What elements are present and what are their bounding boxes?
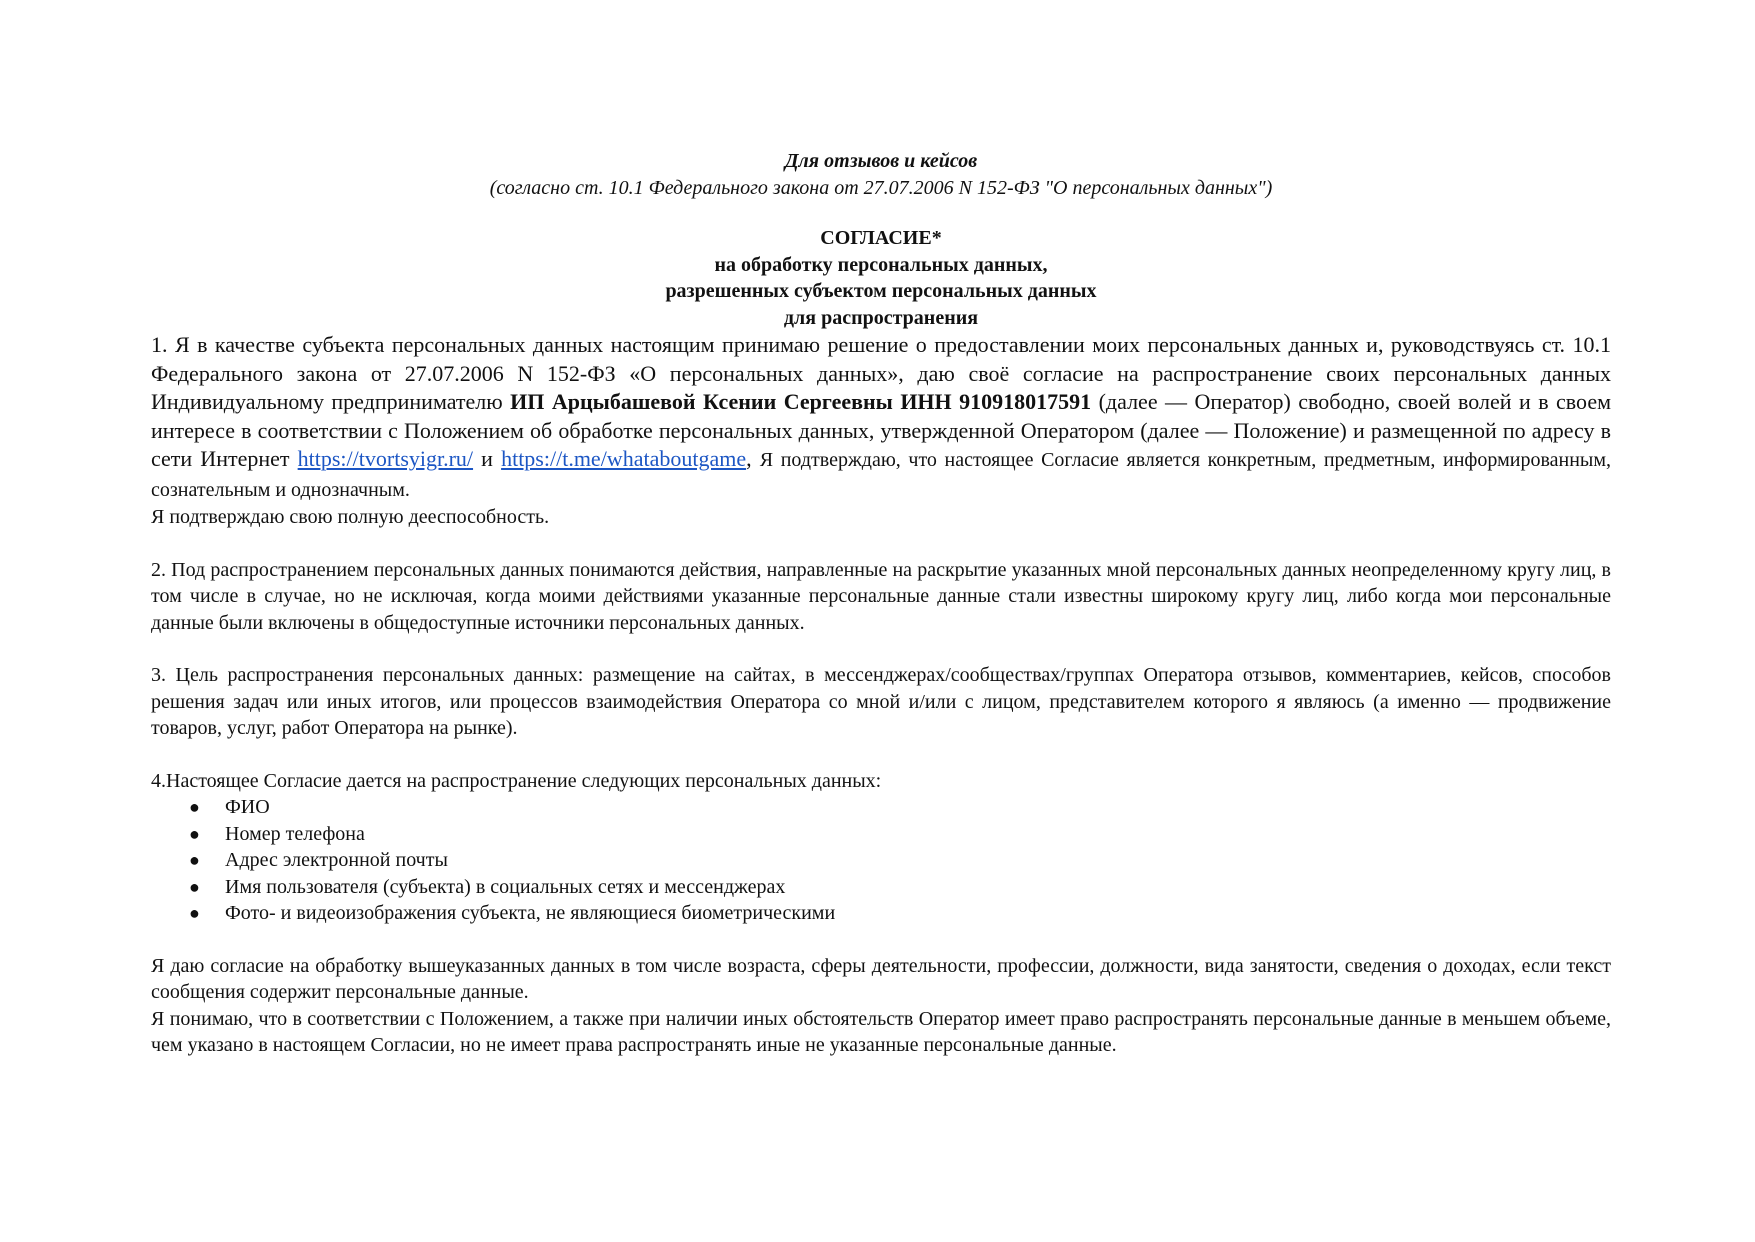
section-5-paragraph-b: Я понимаю, что в соответствии с Положением, а также при наличии иных обстоятельств Оператор имеет право распространять персональные данные в меньшем объеме, чем указано в настоящем Согласии, но не имеет права распространять иные не указанные персональные данные.	[151, 1007, 1611, 1056]
consent-title-line-2: на обработку персональных данных,	[714, 253, 1048, 276]
bullet-icon: ●	[189, 797, 200, 817]
list-item	[189, 821, 1611, 848]
document-page	[151, 148, 1611, 1059]
spacer	[151, 636, 1611, 662]
list-item	[189, 847, 1611, 874]
list-item	[189, 874, 1611, 901]
list-item-text: Адрес электронной почты	[225, 849, 448, 871]
list-item	[189, 794, 1611, 821]
consent-title-line-3: разрешенных субъектом персональных данных	[665, 280, 1097, 302]
consent-title-line-1: СОГЛАСИЕ*	[820, 227, 942, 249]
bullet-icon: ●	[189, 823, 200, 844]
section-1-text-e: Я подтверждаю, что настоящее Согласие является конкретным, предметным, информированным, сознательным и однозначным.	[151, 449, 1611, 501]
section-3-paragraph: 3. Цель распространения персональных данных: размещение на сайтах, в мессенджерах/сообществах/группах Оператора отзывов, комментариев, кейсов, способов решения задач или иных итогов, или процессов взаимодействия Оператора со мной и/или с лицом, представителем которого я являюсь (а именно — продвижение товаров, услуг, работ Оператора на рынке).	[151, 664, 1611, 739]
document-subheading: (согласно ст. 10.1 Федерального закона от 27.07.2006 N 152-ФЗ "О персональных данных")	[489, 176, 1273, 199]
bullet-icon: ●	[189, 876, 200, 897]
link-telegram[interactable]: https://t.me/whataboutgame	[501, 446, 747, 471]
list-item-text: Номер телефона	[225, 822, 365, 845]
section-1-text-b: (далее — Оператор) свободно, своей волей и в своем интересе в соответствии с Положением об обработке персональных данных, утвержденной Оператором (далее — Положение) и размещенной по адресу в сети Интернет	[151, 389, 1611, 471]
list-item-text: Имя пользователя (субъекта) в социальных сетях и мессенджерах	[225, 875, 786, 898]
section-1-text-d: ,	[746, 446, 760, 471]
spacer	[151, 927, 1611, 953]
bullet-icon: ●	[189, 850, 200, 870]
spacer	[151, 742, 1611, 768]
section-5-paragraph-a: Я даю согласие на обработку вышеуказанных данных в том числе возраста, сферы деятельности, профессии, должности, вида занятости, сведения о доходах, если текст сообщения содержит персональные данные.	[151, 954, 1611, 1003]
personal-data-list	[151, 794, 1611, 927]
section-1-paragraph	[151, 331, 1611, 504]
consent-title	[151, 225, 1611, 331]
document-heading: Для отзывов и кейсов	[784, 150, 978, 172]
list-item	[189, 900, 1611, 927]
capacity-statement: Я подтверждаю свою полную дееспособность.	[151, 506, 550, 528]
section-2-paragraph: 2. Под распространением персональных данных понимаются действия, направленные на раскрытие указанных мной персональных данных неопределенному кругу лиц, в том числе в случае, но не исключая, когда моими действиями указанные персональные данные стали известны широкому кругу лиц, либо когда мои персональные данные были включены в общедоступные источники персональных данных.	[151, 558, 1611, 634]
section-1-text-c: и	[473, 446, 502, 471]
list-item-text: Фото- и видеоизображения субъекта, не являющиеся биометрическими	[225, 902, 836, 924]
section-4-intro: 4.Настоящее Согласие дается на распространение следующих персональных данных:	[151, 769, 882, 792]
bullet-icon: ●	[189, 903, 200, 923]
link-tvortsyigr[interactable]: https://tvortsyigr.ru/	[297, 446, 474, 471]
operator-name: ИП Арцыбашевой Ксении Сергеевны ИНН 910918017591	[510, 389, 1092, 414]
list-item-text: ФИО	[225, 796, 270, 818]
consent-title-line-4: для распространения	[783, 306, 979, 329]
section-1-text-a: 1. Я в качестве субъекта персональных данных настоящим принимаю решение о предоставлении моих персональных данных и, руководствуясь ст. 10.1 Федерального закона от 27.07.2006 N 152-ФЗ «О персональных данных», даю своё согласие на распространение своих персональных данных Индивидуальному предпринимателю	[151, 332, 1611, 414]
spacer	[151, 531, 1611, 557]
